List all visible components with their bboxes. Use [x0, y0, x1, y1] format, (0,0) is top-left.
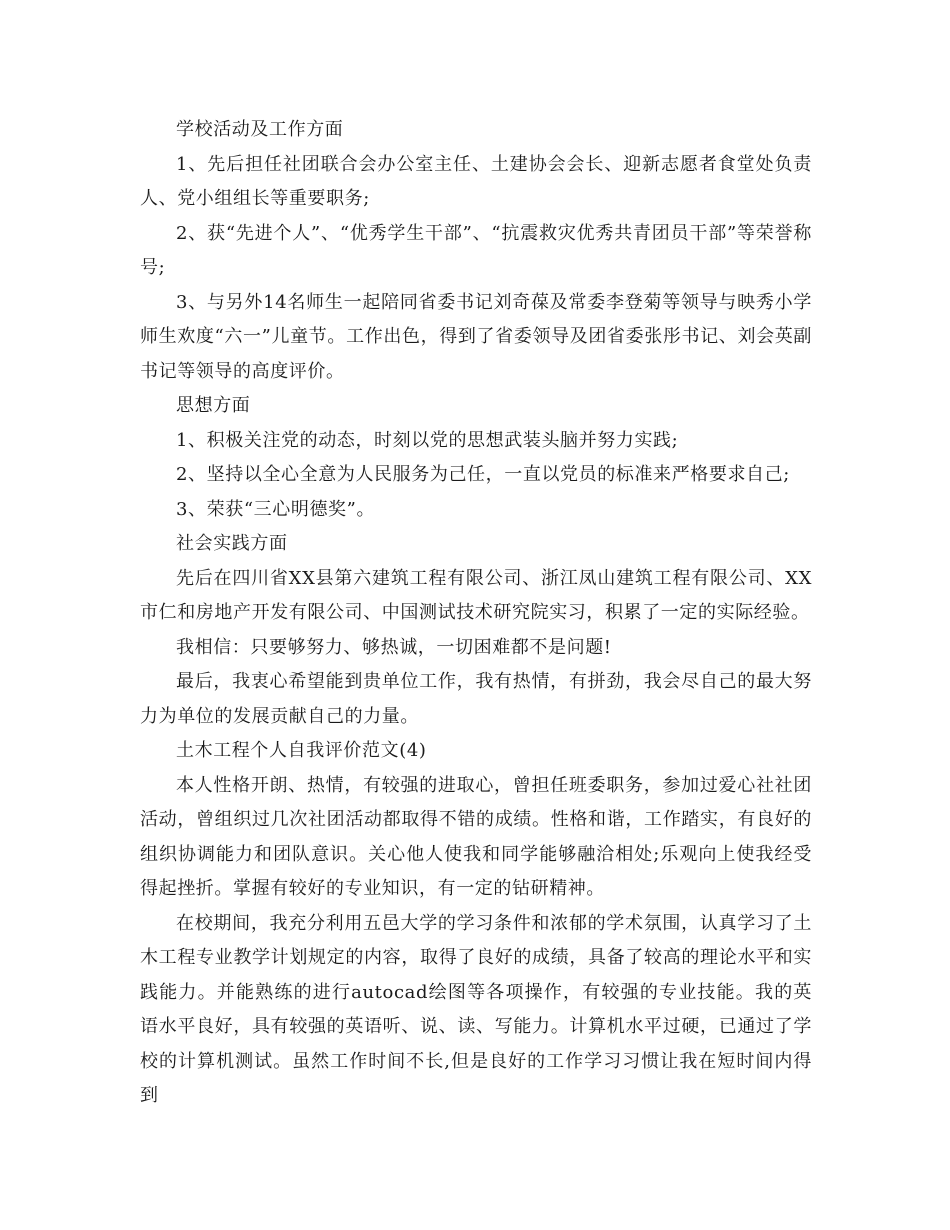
document-body [140, 113, 812, 1114]
section-heading-school-activities: 学校活动及工作方面 [176, 119, 344, 140]
paragraph: 先后在四川省XX县第六建筑工程有限公司、浙江凤山建筑工程有限公司、XX市仁和房地产开发有限公司、中国测试技术研究院实习，积累了一定的实际经验。 [140, 567, 812, 623]
paragraph: 我相信：只要够努力、够热诚，一切困难都不是问题! [176, 636, 612, 658]
section-heading-sample-4: 土木工程个人自我评价范文(4) [176, 740, 427, 761]
paragraph: 2、坚持以全心全意为人民服务为己任，一直以党员的标准来严格要求自己; [176, 464, 790, 485]
paragraph: 1、积极关注党的动态，时刻以党的思想武装头脑并努力实践; [176, 429, 679, 451]
paragraph: 3、荣获“三心明德奖”。 [176, 498, 376, 520]
paragraph: 最后，我衷心希望能到贵单位工作，我有热情，有拼劲，我会尽自己的最大努力为单位的发展贡献自己的力量。 [140, 671, 812, 727]
paragraph: 1、先后担任社团联合会办公室主任、土建协会会长、迎新志愿者食堂处负责人、党小组组长等重要职务; [140, 153, 812, 209]
section-heading-ideology: 思想方面 [176, 395, 251, 416]
paragraph: 2、获“先进个人”、“优秀学生干部”、“抗震救灾优秀共青团员干部”等荣誉称号; [140, 222, 812, 278]
section-heading-social-practice: 社会实践方面 [176, 533, 288, 554]
paragraph: 在校期间，我充分利用五邑大学的学习条件和浓郁的学术氛围，认真学习了土木工程专业教学计划规定的内容，取得了良好的成绩，具备了较高的理论水平和实践能力。并能熟练的进行autocad绘图等各项操作，有较强的专业技能。我的英语水平良好，具有较强的英语听、说、读、写能力。计算机水平过硬，已通过了学校的计算机测试。虽然工作时间不长,但是良好的工作学习习惯让我在短时间内得到 [140, 912, 812, 1106]
paragraph: 3、与另外14名师生一起陪同省委书记刘奇葆及常委李登菊等领导与映秀小学师生欢度“六一”儿童节。工作出色，得到了省委领导及团省委张彤书记、刘会英副书记等领导的高度评价。 [140, 291, 812, 382]
paragraph: 本人性格开朗、热情，有较强的进取心，曾担任班委职务，参加过爱心社社团活动，曾组织过几次社团活动都取得不错的成绩。性格和谐，工作踏实，有良好的组织协调能力和团队意识。关心他人使我和同学能够融洽相处;乐观向上使我经受得起挫折。掌握有较好的专业知识，有一定的钻研精神。 [140, 774, 812, 899]
